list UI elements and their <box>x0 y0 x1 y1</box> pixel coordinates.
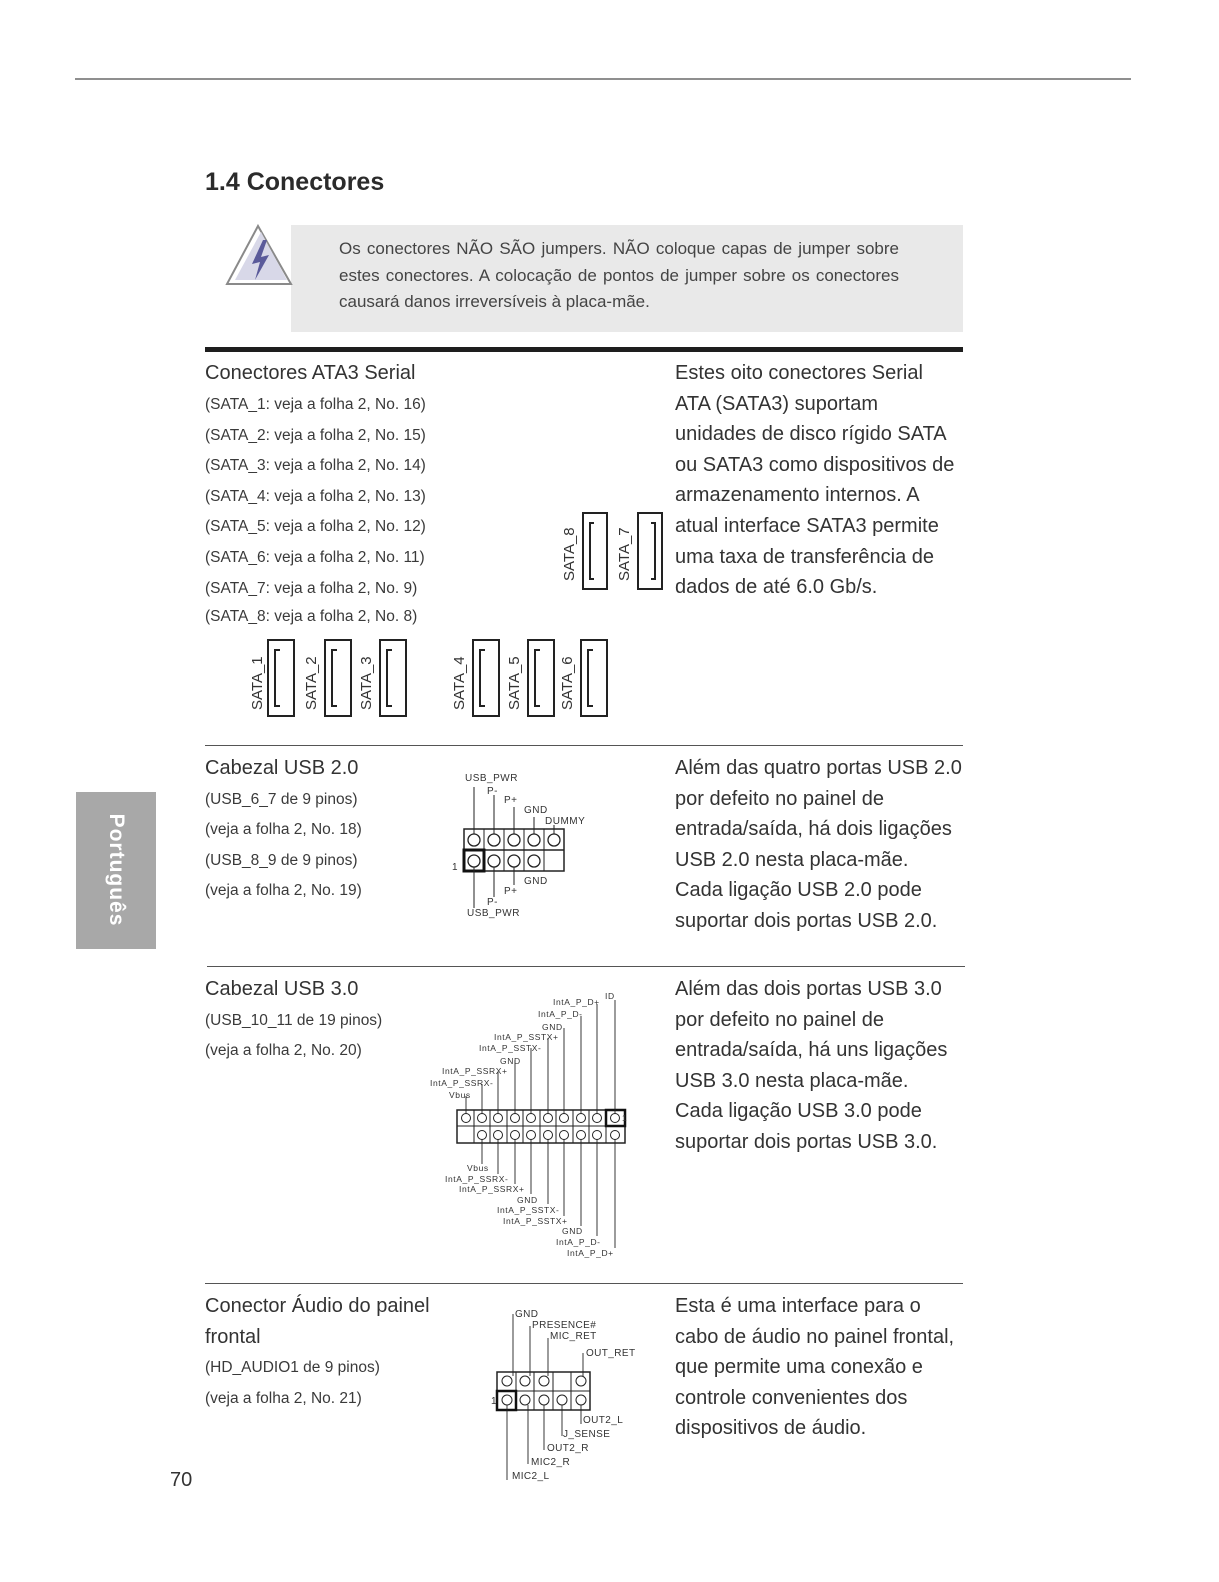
usb2-pin-p-minus-bottom: P- <box>487 897 498 908</box>
sata-8-label: SATA_8 <box>561 527 578 581</box>
usb3-line: (USB_10_11 de 19 pinos) <box>205 1012 383 1029</box>
usb3-bottom-pin: IntA_P_SSRX+ <box>459 1184 525 1194</box>
usb3-title: Cabezal USB 3.0 <box>205 978 359 1000</box>
audio-pin-one: 1 <box>491 1396 497 1407</box>
usb3-bottom-pin: IntA_P_SSTX+ <box>503 1216 568 1226</box>
usb3-top-pin: IntA_P_D- <box>538 1009 583 1019</box>
usb3-pin-one: 1 <box>622 1113 628 1123</box>
audio-bottom-pin: MIC2_L <box>512 1471 550 1482</box>
usb3-header-diagram <box>425 988 635 1260</box>
usb3-top-pin: ID <box>605 991 615 1001</box>
audio-line: (veja a folha 2, No. 21) <box>205 1390 362 1407</box>
usb3-bottom-pin: IntA_P_SSRX- <box>445 1174 509 1184</box>
sata-2-label: SATA_2 <box>303 656 320 710</box>
audio-bottom-pin: OUT2_L <box>583 1415 624 1426</box>
usb3-description: Além das dois portas USB 3.0 por defeito no painel de entrada/saída, há uns ligações USB 3.0 nesta placa-mãe. Cada ligação USB 3.0 pode suportar dois portas USB 3.0. <box>675 978 948 1153</box>
usb3-bottom-pin: IntA_P_SSTX- <box>497 1205 560 1215</box>
sata-diagram <box>240 505 680 725</box>
sata-ref: (SATA_7: veja a folha 2, No. 9) <box>205 580 418 597</box>
usb2-pin-usb-pwr-top: USB_PWR <box>465 773 518 784</box>
usb2-title: Cabezal USB 2.0 <box>205 757 359 779</box>
sata-3-label: SATA_3 <box>358 656 375 710</box>
usb3-bottom-pin: Vbus <box>467 1163 489 1173</box>
usb2-pin-p-minus-top: P- <box>487 786 498 797</box>
sata-5-label: SATA_5 <box>506 656 523 710</box>
usb3-top-pin: IntA_P_SSRX+ <box>442 1066 508 1076</box>
usb2-header-diagram <box>440 765 600 925</box>
sata-6-label: SATA_6 <box>559 656 576 710</box>
page-number: 70 <box>170 1469 193 1491</box>
usb2-line: (USB_6_7 de 9 pinos) <box>205 791 358 808</box>
sata-1-label: SATA_1 <box>249 656 266 710</box>
sata-ref: (SATA_4: veja a folha 2, No. 13) <box>205 488 426 505</box>
audio-bottom-pin: J_SENSE <box>563 1429 611 1440</box>
usb2-pin-dummy: DUMMY <box>545 816 586 827</box>
usb2-line: (USB_8_9 de 9 pinos) <box>205 852 358 869</box>
usb3-top-pin: IntA_P_SSTX+ <box>494 1032 559 1042</box>
sata-ref: (SATA_8: veja a folha 2, No. 8) <box>205 608 418 625</box>
usb2-pin-gnd-top: GND <box>524 805 548 816</box>
usb2-description: Além das quatro portas USB 2.0 por defeito no painel de entrada/saída, há dois ligações USB 2.0 nesta placa-mãe. Cada ligação USB 2.0 pode suportar dois portas USB 2.0. <box>675 757 962 932</box>
sata-ref: (SATA_6: veja a folha 2, No. 11) <box>205 549 425 566</box>
sata-description: Estes oito conectores Serial ATA (SATA3) suportam unidades de disco rígido SATA ou SATA3 como dispositivos de armazenamento internos. A atual interface SATA3 permite uma taxa de transferência de dados de até 6.0 Gb/s. <box>675 362 955 599</box>
top-rule <box>75 78 1131 80</box>
usb2-pin-usb-pwr-bottom: USB_PWR <box>467 908 520 919</box>
sata-title: Conectores ATA3 Serial <box>205 362 416 384</box>
usb3-top-pin: IntA_P_SSTX- <box>479 1043 542 1053</box>
usb2-line: (veja a folha 2, No. 18) <box>205 821 362 838</box>
usb3-line: (veja a folha 2, No. 20) <box>205 1042 362 1059</box>
sata-ref: (SATA_1: veja a folha 2, No. 16) <box>205 396 426 413</box>
usb3-bottom-pin: IntA_P_D+ <box>567 1248 614 1258</box>
language-label: Português <box>105 813 128 927</box>
audio-description: Esta é uma interface para o cabo de áudio no painel frontal, que permite uma conexão e controle convenientes dos dispositivos de áudio. <box>675 1295 955 1440</box>
audio-line: (HD_AUDIO1 de 9 pinos) <box>205 1359 380 1376</box>
sata-4-label: SATA_4 <box>451 656 468 710</box>
section-divider <box>205 347 963 352</box>
divider <box>205 745 963 746</box>
warning-text: Os conectores NÃO SÃO jumpers. NÃO coloque capas de jumper sobre estes conectores. A colocação de pontos de jumper sobre os conectores causará danos irreversíveis à placa-mãe. <box>339 239 899 311</box>
usb3-bottom-pin: GND <box>517 1195 538 1205</box>
usb3-top-pin: Vbus <box>449 1090 471 1100</box>
audio-header-diagram <box>485 1300 645 1485</box>
usb2-pin-p-plus-top: P+ <box>504 795 518 806</box>
usb3-top-pin: GND <box>500 1056 521 1066</box>
language-tab <box>76 792 156 949</box>
audio-top-pin: OUT_RET <box>586 1348 636 1359</box>
section-title: 1.4 Conectores <box>205 168 385 196</box>
usb3-top-pin: GND <box>542 1022 563 1032</box>
usb2-pin-one: 1 <box>452 862 459 873</box>
usb3-top-pin: IntA_P_SSRX- <box>430 1078 494 1088</box>
divider <box>207 966 965 967</box>
audio-top-pin: MIC_RET <box>550 1331 597 1342</box>
sata-ref: (SATA_5: veja a folha 2, No. 12) <box>205 518 426 535</box>
usb2-line: (veja a folha 2, No. 19) <box>205 882 362 899</box>
usb3-bottom-pin: IntA_P_D- <box>556 1237 601 1247</box>
warning-lightning-icon <box>225 222 295 288</box>
sata-7-label: SATA_7 <box>616 527 633 581</box>
sata-ref: (SATA_2: veja a folha 2, No. 15) <box>205 427 426 444</box>
divider <box>205 1283 963 1284</box>
usb3-bottom-pin: GND <box>562 1226 583 1236</box>
audio-top-pin: PRESENCE# <box>532 1320 597 1331</box>
audio-bottom-pin: OUT2_R <box>547 1443 589 1454</box>
audio-top-pin: GND <box>515 1309 539 1320</box>
audio-title: frontal <box>205 1326 261 1348</box>
usb3-top-pin: IntA_P_D+ <box>553 997 600 1007</box>
audio-title: Conector Áudio do painel <box>205 1295 430 1317</box>
audio-bottom-pin: MIC2_R <box>531 1457 571 1468</box>
usb2-pin-p-plus-bottom: P+ <box>504 886 518 897</box>
usb2-pin-gnd-bottom: GND <box>524 876 548 887</box>
sata-ref: (SATA_3: veja a folha 2, No. 14) <box>205 457 426 474</box>
